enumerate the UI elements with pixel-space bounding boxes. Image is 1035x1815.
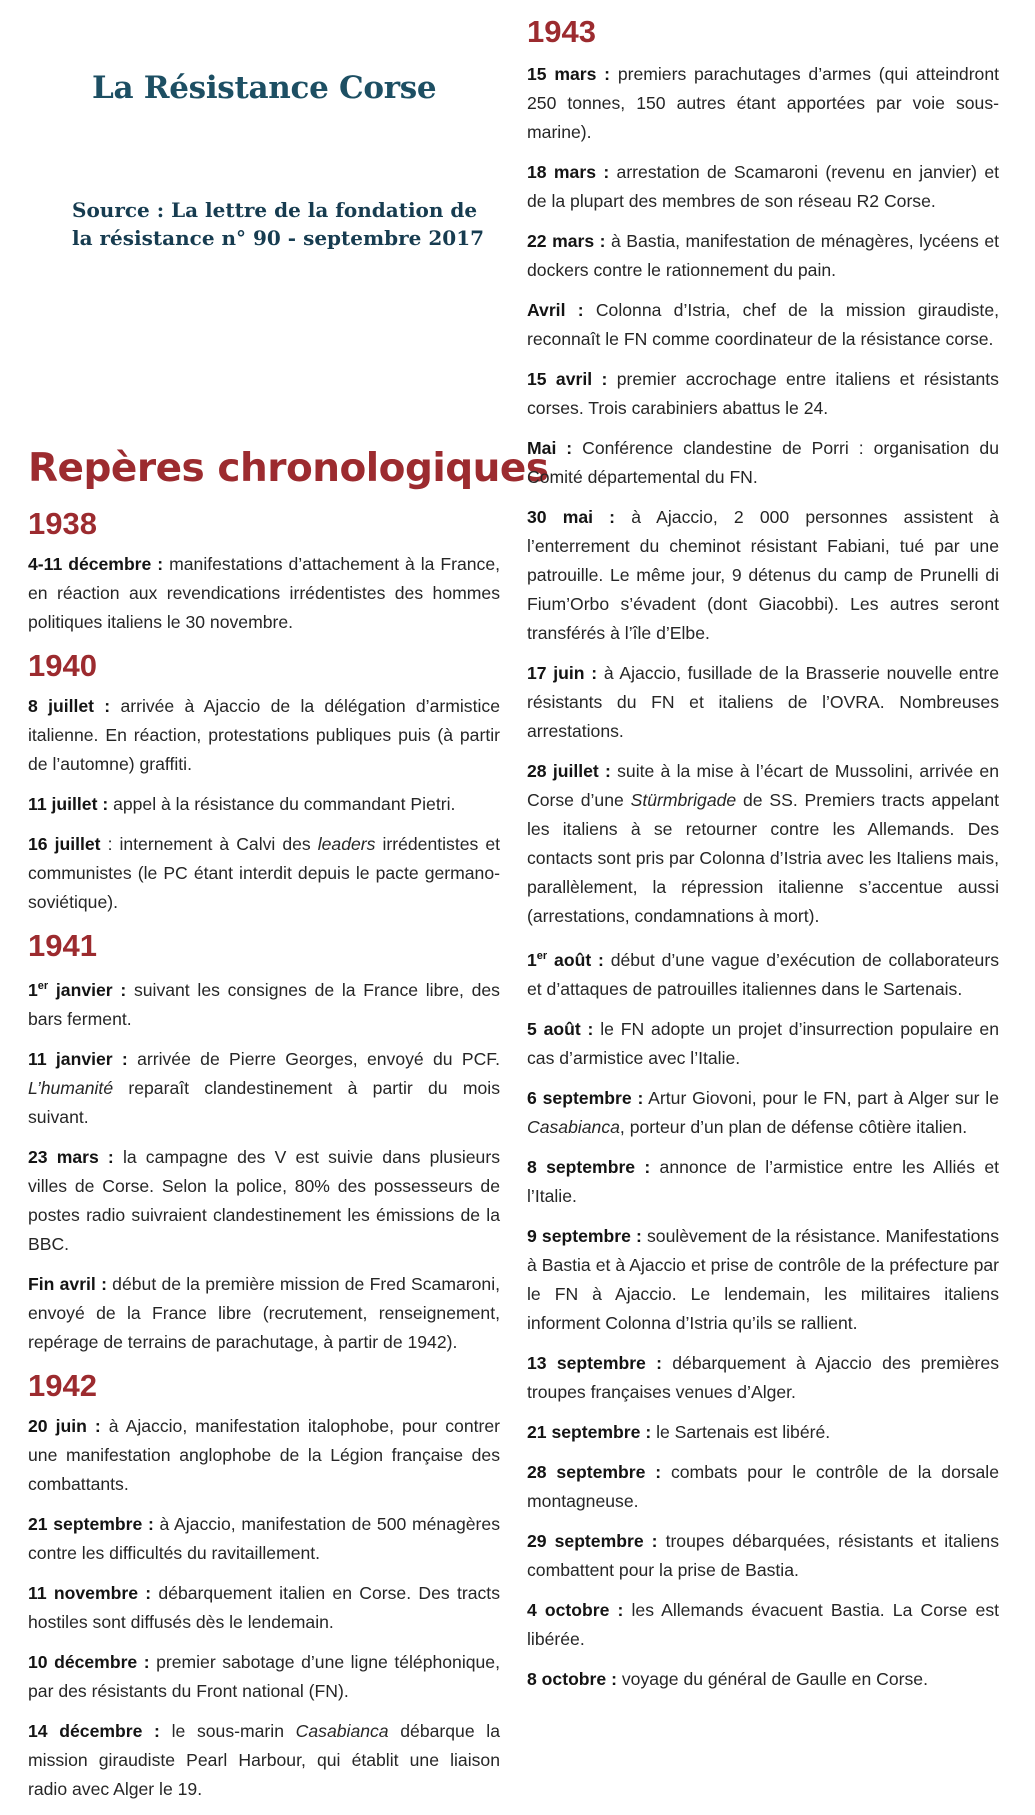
entry-emphasis: L’humanité [28, 1077, 114, 1098]
timeline-entry [527, 659, 999, 746]
entry-date: 8 juillet : [28, 696, 111, 716]
entry-date: 29 septembre : [527, 1530, 658, 1551]
timeline-entry [527, 1665, 999, 1694]
entry-text: premiers parachutages d’armes (qui atteindront 250 tonnes, 150 autres étant apportées par voie sous-marine). [527, 64, 1000, 142]
entry-text: premier accrochage entre italiens et résistants corses. Trois carabiniers abattus le 24. [527, 369, 999, 418]
entry-date: 21 septembre : [28, 1513, 154, 1534]
entry-text: suite à la mise à l’écart de Mussolini, arrivée en Corse d’une [527, 761, 999, 810]
timeline-entry [527, 1458, 999, 1516]
entry-date: 6 septembre : [527, 1087, 644, 1108]
entry-text: la campagne des V est suivie dans plusieurs villes de Corse. Selon la police, 80% des possesseurs de postes radio suivraient clandestinement les émissions de la BBC. [28, 1146, 500, 1254]
entry-date: 8 septembre : [527, 1156, 651, 1177]
timeline-entry [28, 1412, 500, 1499]
timeline-entry [527, 1222, 999, 1338]
entry-date: 14 décembre : [28, 1720, 160, 1741]
entry-text: troupes débarquées, résistants et italiens combattent pour la prise de Bastia. [527, 1530, 999, 1580]
timeline-entry [28, 1717, 500, 1804]
left-column [28, 506, 500, 1815]
timeline-entry [527, 1349, 999, 1407]
timeline-entry [28, 790, 500, 819]
source-line-1: Source : La lettre de la fondation de [72, 198, 478, 222]
timeline-entry [28, 1270, 500, 1357]
year-heading: 1940 [28, 648, 97, 683]
entry-date: 10 décembre : [28, 1651, 150, 1672]
right-column [527, 14, 999, 1705]
entry-date: 11 janvier : [28, 1048, 128, 1069]
entry-text: le Sartenais est libéré. [651, 1421, 831, 1442]
timeline-entry [28, 1648, 500, 1706]
entry-date: 13 septembre : [527, 1352, 662, 1373]
entry-text: Conférence clandestine de Porri : organisation du Comité départemental du FN. [527, 438, 999, 487]
entry-date: Avril : [527, 300, 584, 320]
entry-text: suivant les consignes de la France libre, des bars ferment. [28, 979, 500, 1029]
entry-text: début d’une vague d’exécution de collaborateurs et d’attaques de patrouilles italiennes dans le Sartenais. [527, 949, 999, 999]
entry-text: combats pour le contrôle de la dorsale montagneuse. [527, 1461, 999, 1511]
entry-text: appel à la résistance du commandant Pietri. [108, 794, 456, 814]
entry-date: 15 mars : [527, 64, 611, 84]
entry-text: Colonna d’Istria, chef de la mission giraudiste, reconnaît le FN comme coordinateur de la résistance corse. [527, 300, 999, 349]
timeline-entry [527, 1084, 999, 1142]
timeline-entry [527, 1527, 999, 1585]
entry-date: 15 avril : [527, 369, 608, 389]
site-title: La Résistance Corse [92, 70, 437, 106]
entry-emphasis: leaders [317, 834, 376, 854]
section-title: Repères chronologiques [28, 446, 549, 491]
entry-date: 23 mars : [28, 1146, 114, 1167]
source-citation [72, 196, 492, 252]
entry-text: le sous-marin [159, 1720, 296, 1741]
entry-date: 22 mars : [527, 231, 606, 251]
timeline-entry [527, 434, 999, 492]
year-heading: 1943 [527, 14, 596, 49]
entry-date: 8 octobre : [527, 1668, 617, 1689]
timeline-entry [28, 1143, 500, 1259]
entry-date: 28 juillet : [527, 761, 611, 781]
timeline-entry [28, 972, 500, 1034]
entry-date: 4 octobre : [527, 1599, 624, 1620]
entry-date: 11 juillet : [28, 794, 109, 814]
entry-text: manifestations d’attachement à la France, en réaction aux revendications irrédentistes des hommes politiques italiens le 30 novembre. [28, 554, 500, 632]
entry-text: à Ajaccio, 2 000 personnes assistent à l’enterrement du cheminot résistant Fabiani, tué par une patrouille. Le même jour, 9 détenus du camp de Prunelli di Fium’Orbo s’évadent (dont Giacobbi). Les autres seront transférés à l’île d’Elbe. [527, 507, 999, 643]
entry-emphasis: Stürmbrigade [630, 790, 737, 810]
entry-text: soulèvement de la résistance. Manifestations à Bastia et à Ajaccio et prise de contrôle de la préfecture par le FN à Ajaccio. Le lendemain, les militaires italiens informent Colonna d’Istria qu’ils se rallient. [527, 1225, 999, 1333]
entry-text: début de la première mission de Fred Scamaroni, envoyé de la France libre (recrutement, renseignement, repérage de terrains de parachutage, à partir de 1942). [28, 1273, 500, 1352]
entry-text: Artur Giovoni, pour le FN, part à Alger sur le [643, 1087, 999, 1108]
timeline-entry [28, 1579, 500, 1637]
entry-date: 11 novembre : [28, 1582, 152, 1603]
entry-text: à Bastia, manifestation de ménagères, lycéens et dockers contre le rationnement du pain. [527, 231, 999, 280]
entry-text: arrivée de Pierre Georges, envoyé du PCF. [127, 1048, 500, 1069]
entry-date: 30 mai : [527, 507, 616, 527]
timeline-entry [28, 1045, 500, 1132]
entry-text: arrestation de Scamaroni (revenu en janvier) et de la plupart des membres de son réseau R2 Corse. [527, 162, 999, 211]
entry-date: 20 juin : [28, 1415, 101, 1436]
timeline-entry [527, 296, 999, 354]
entry-text: , porteur d’un plan de défense côtière italien. [619, 1116, 968, 1137]
timeline-entry [527, 1418, 999, 1447]
timeline-entry [527, 757, 999, 931]
entry-date: 17 juin : [527, 663, 598, 683]
timeline-entry [527, 365, 999, 423]
entry-text: débarquement à Ajaccio des premières troupes françaises venues d’Alger. [527, 1352, 999, 1402]
timeline-entry [28, 550, 500, 637]
entry-text: le FN adopte un projet d’insurrection populaire en cas d’armistice avec l’Italie. [527, 1018, 1000, 1068]
entry-date: 1er août : [527, 949, 604, 970]
entry-text: de SS. Premiers tracts appelant les italiens à se retourner contre les Allemands. Des contacts sont pris par Colonna d’Istria avec les Italiens mais, parallèlement, la répression italienne s’accentue aussi (arrestations, condamnations à mort). [527, 790, 999, 926]
timeline-entry [527, 227, 999, 285]
entry-date: 9 septembre : [527, 1225, 642, 1246]
entry-date: 21 septembre : [527, 1421, 652, 1442]
entry-text: débarque la mission giraudiste Pearl Harbour, qui établit une liaison radio avec Alger le 19. [28, 1720, 500, 1799]
year-heading: 1942 [28, 1367, 97, 1403]
entry-text: premier sabotage d’une ligne téléphonique, par des résistants du Front national (FN). [28, 1651, 500, 1701]
entry-date: Fin avril : [28, 1273, 107, 1294]
entry-text: à Ajaccio, fusillade de la Brasserie nouvelle entre résistants du FN et italiens de l’OVRA. Nombreuses arrestations. [527, 663, 999, 741]
year-heading: 1941 [28, 928, 97, 963]
timeline-entry [527, 1153, 999, 1211]
entry-text: à Ajaccio, manifestation italophobe, pour contrer une manifestation anglophobe de la Légion française des combattants. [28, 1415, 500, 1494]
entry-text: reparaît clandestinement à partir du mois suivant. [28, 1077, 500, 1127]
entry-emphasis: Casabianca [527, 1116, 620, 1137]
year-heading: 1938 [28, 506, 97, 541]
entry-text: irrédentistes et communistes (le PC étant interdit depuis le pacte germano-soviétique). [28, 834, 500, 912]
entry-date: 4-11 décembre : [28, 554, 164, 574]
timeline-entry [527, 1015, 999, 1073]
entry-date: 16 juillet [28, 834, 101, 854]
timeline-entry [527, 503, 999, 648]
entry-text: à Ajaccio, manifestation de 500 ménagères contre les difficultés du ravitaillement. [28, 1513, 500, 1563]
timeline-entry [527, 158, 999, 216]
timeline-entry [28, 692, 500, 779]
source-line-2: la résistance n° 90 - septembre 2017 [72, 226, 485, 250]
entry-text: débarquement italien en Corse. Des tracts hostiles sont diffusés dès le lendemain. [28, 1582, 500, 1632]
entry-emphasis: Casabianca [295, 1720, 389, 1741]
timeline-entry [28, 1510, 500, 1568]
entry-date: 28 septembre : [527, 1461, 662, 1482]
entry-date: 18 mars : [527, 162, 610, 182]
entry-date: 5 août : [527, 1018, 594, 1039]
entry-text: les Allemands évacuent Bastia. La Corse est libérée. [527, 1599, 1000, 1649]
entry-text: voyage du général de Gaulle en Corse. [616, 1668, 928, 1689]
entry-date: Mai : [527, 438, 573, 458]
timeline-entry [527, 60, 999, 147]
timeline-entry [28, 830, 500, 917]
entry-date: 1er janvier : [28, 979, 127, 1000]
entry-text: arrivée à Ajaccio de la délégation d’armistice italienne. En réaction, protestations publiques puis (à partir de l’automne) graffiti. [28, 696, 500, 774]
entry-text: annonce de l’armistice entre les Alliés et l’Italie. [527, 1156, 999, 1206]
timeline-entry [527, 1596, 999, 1654]
timeline-entry [527, 942, 999, 1004]
entry-text: : internement à Calvi des [100, 834, 318, 854]
